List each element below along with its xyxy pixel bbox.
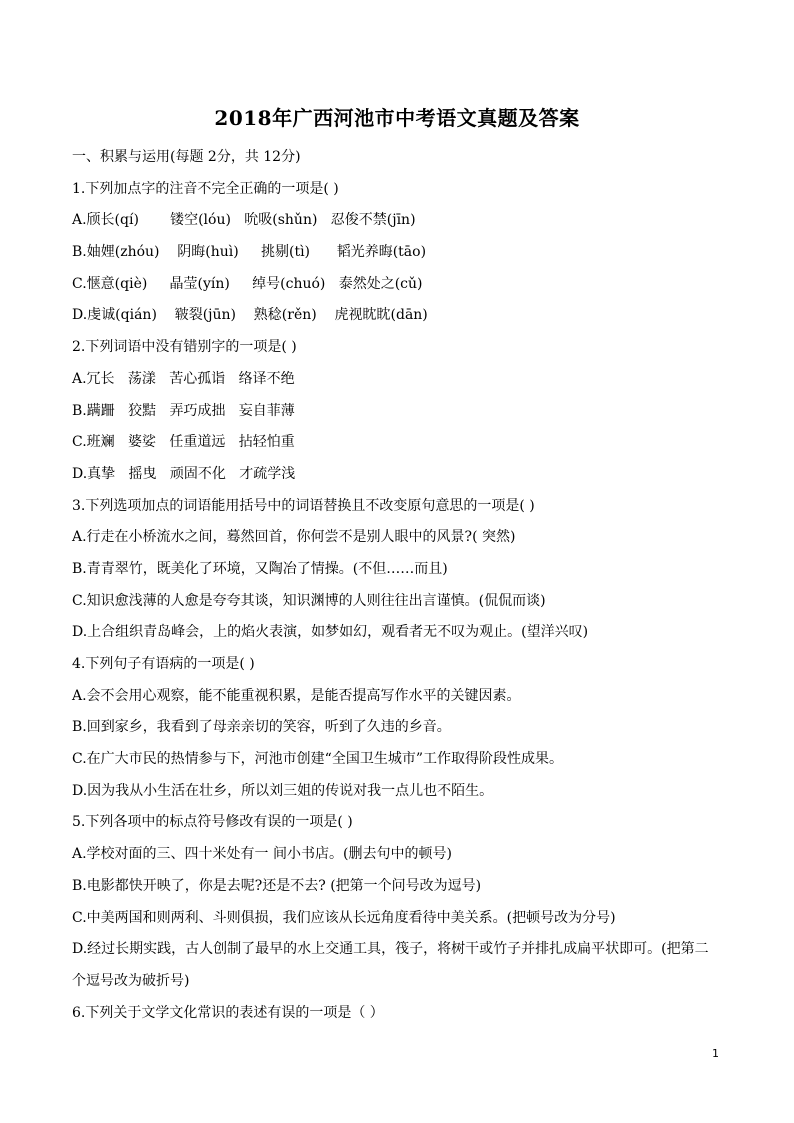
question-option: B.电影都快开映了，你是去呢?还是不去? (把第一个问号改为逗号): [72, 877, 482, 894]
question-stem: 1.下列加点字的注音不完全正确的一项是( ): [72, 180, 339, 197]
question-option: A.会不会用心观察，能不能重视积累，是能否提高写作水平的关键因素。: [72, 687, 521, 704]
section-heading: 一、积累与运用(每题 2分，共 12分): [72, 149, 301, 165]
question-option: A.行走在小桥流水之间，蓦然回首，你何尝不是别人眼中的风景?( 突然): [72, 529, 516, 546]
question-option: C.在广大市民的热情参与下，河池市创建“全国卫生城市”工作取得阶段性成果。: [72, 751, 563, 768]
document-body: [72, 142, 722, 1029]
question-option: D.真挚 摇曳 顽固不化 才疏学浅: [72, 465, 296, 482]
question-option: D.虔诚(qián) 皲裂(jūn) 熟稔(rěn) 虎视眈眈(dān): [72, 307, 428, 324]
question-stem: 4.下列句子有语病的一项是( ): [72, 656, 255, 672]
question-option: C.知识愈浅薄的人愈是夸夸其谈，知识渊博的人则往往出言谨慎。(侃侃而谈): [72, 592, 546, 609]
question-option: A.学校对面的三、四十米处有一 间小书店。(删去句中的顿号): [72, 846, 452, 863]
question-option: A.颀长(qí) 镂空(lóu) 吮吸(shǔn) 忍俊不禁(jīn): [72, 212, 416, 229]
question-stem: 5.下列各项中的标点符号修改有误的一项是( ): [72, 814, 353, 831]
question-option: B.蹒跚 狡黠 弄巧成拙 妄自菲薄: [72, 402, 295, 419]
question-stem: 6.下列关于文学文化常识的表述有误的一项是（ ）: [72, 1004, 384, 1021]
question-option: C.中美两国和则两利、斗则俱损，我们应该从长远角度看待中美关系。(把顿号改为分号): [72, 909, 616, 926]
question-option: C.班斓 婆娑 任重道远 拈轻怕重: [72, 434, 295, 451]
question-option: D.上合组织青岛峰会，上的焰火表演，如梦如幻，观看者无不叹为观止。(望洋兴叹): [72, 624, 589, 641]
question-stem: 3.下列选项加点的词语能用括号中的词语替换且不改变原句意思的一项是( ): [72, 497, 535, 514]
question-option: C.惬意(qiè) 晶莹(yín) 绰号(chuó) 泰然处之(cǔ): [72, 275, 423, 292]
question-option: B.回到家乡，我看到了母亲亲切的笑容，听到了久违的乡音。: [72, 719, 451, 736]
question-stem: 2.下列词语中没有错别字的一项是( ): [72, 339, 297, 356]
question-option: D.经过长期实践，古人创制了最早的水上交通工具，筏子，将树干或竹子并排扎成扁平状即可。(把第二个逗号改为破折号): [72, 941, 709, 989]
question-option: B.妯娌(zhóu) 阴晦(huì) 挑剔(tì) 韬光养晦(tāo): [72, 244, 427, 261]
question-option: D.因为我从小生活在壮乡，所以刘三姐的传说对我一点儿也不陌生。: [72, 782, 494, 799]
question-option: B.青青翠竹，既美化了环境，又陶冶了情操。(不但……而且): [72, 560, 448, 577]
page-number: 1: [712, 1047, 719, 1060]
page-title: 2018年广西河池市中考语文真题及答案: [214, 106, 580, 130]
question-option: A.冗长 荡漾 苦心孤诣 络译不绝: [72, 370, 295, 387]
